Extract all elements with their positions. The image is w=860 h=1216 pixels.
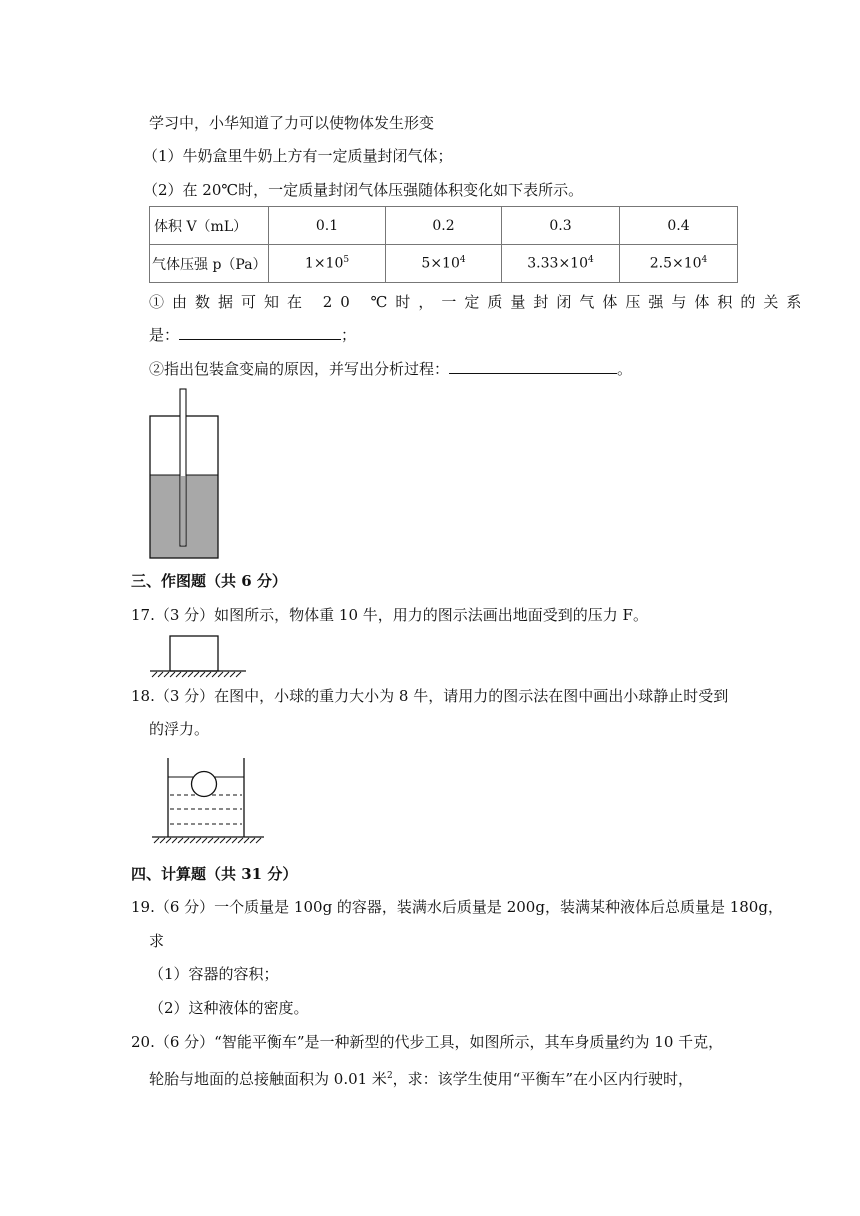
table-row-header: 体积 V（mL） <box>150 207 269 245</box>
item-1-text: （1）牛奶盒里牛奶上方有一定质量封闭气体； <box>143 147 453 165</box>
ball <box>192 772 217 797</box>
question-19-item-2: （2）这种液体的密度。 <box>149 999 309 1017</box>
table-row <box>150 245 738 283</box>
answer-blank[interactable] <box>449 359 617 374</box>
table-cell: 0.4 <box>620 207 738 245</box>
cell-base: 3.33×10 <box>527 255 588 272</box>
ground-hatching <box>152 672 241 677</box>
answer-blank[interactable] <box>179 325 341 340</box>
table-row-header: 气体压强 p（Pa） <box>150 245 269 283</box>
question-20-part-b: ，求：该学生使用“平衡车”在小区内行驶时， <box>392 1070 694 1088</box>
question-2-line <box>149 359 632 379</box>
cell-exponent: 5 <box>343 255 350 266</box>
intro-text: 学习中，小华知道了力可以使物体发生形变 <box>149 114 435 132</box>
pressure-volume-table <box>149 206 738 283</box>
ball-in-water-figure <box>148 754 268 846</box>
question-2-suffix: 。 <box>617 360 633 378</box>
superscript: 2 <box>386 1071 393 1081</box>
block-on-ground-figure <box>148 632 248 680</box>
question-20-part-a: 轮胎与地面的总接触面积为 0.01 米 <box>149 1070 387 1088</box>
question-19-item-1: （1）容器的容积； <box>149 965 279 983</box>
cell-base: 1×10 <box>304 255 344 272</box>
table-cell: 0.3 <box>502 207 620 245</box>
table-cell: 0.1 <box>269 207 386 245</box>
cell-exponent: 4 <box>587 255 594 266</box>
answer-suffix: ； <box>341 326 357 344</box>
table-cell <box>386 245 502 283</box>
ground-hatching <box>154 838 261 843</box>
question-20-text: 20.（6 分）“智能平衡车”是一种新型的代步工具，如图所示，其车身质量约为 10 千克， <box>131 1033 724 1051</box>
question-1-answer-line <box>149 325 356 345</box>
table-cell <box>269 245 386 283</box>
cell-base: 5×10 <box>421 255 460 272</box>
question-18-text: 18.（3 分）在图中，小球的重力大小为 8 牛，请用力的图示法在图中画出小球静止时受到 <box>131 687 729 705</box>
answer-prefix: 是： <box>149 326 180 344</box>
cell-exponent: 4 <box>459 255 466 266</box>
item-2-text: （2）在 20℃时，一定质量封闭气体压强随体积变化如下表所示。 <box>143 181 584 199</box>
block <box>170 636 218 671</box>
question-20-text-cont <box>149 1066 693 1089</box>
straw-liquid <box>181 476 185 545</box>
table-cell: 0.2 <box>386 207 502 245</box>
water-lines <box>170 795 242 824</box>
question-18-text-cont: 的浮力。 <box>149 720 210 738</box>
question-19-text-cont: 求 <box>149 932 165 950</box>
cell-base: 2.5×10 <box>649 255 702 272</box>
question-1-line: ①由数据可知在 20 ℃时，一定质量封闭气体压强与体积的关系 <box>149 293 810 311</box>
section-3-heading: 三、作图题（共 6 分） <box>131 572 287 590</box>
question-19-text: 19.（6 分）一个质量是 100g 的容器，装满水后质量是 200g，装满某种液体后总质量是 180g， <box>131 898 783 916</box>
question-17-text: 17.（3 分）如图所示，物体重 10 牛，用力的图示法画出地面受到的压力 F。 <box>131 606 648 624</box>
table-cell <box>620 245 738 283</box>
section-4-heading: 四、计算题（共 31 分） <box>131 865 298 883</box>
table-cell <box>502 245 620 283</box>
table-row <box>150 207 738 245</box>
milk-box-figure <box>146 386 226 562</box>
cell-exponent: 4 <box>701 255 708 266</box>
question-2-prompt: ②指出包装盒变扁的原因，并写出分析过程： <box>149 360 450 378</box>
